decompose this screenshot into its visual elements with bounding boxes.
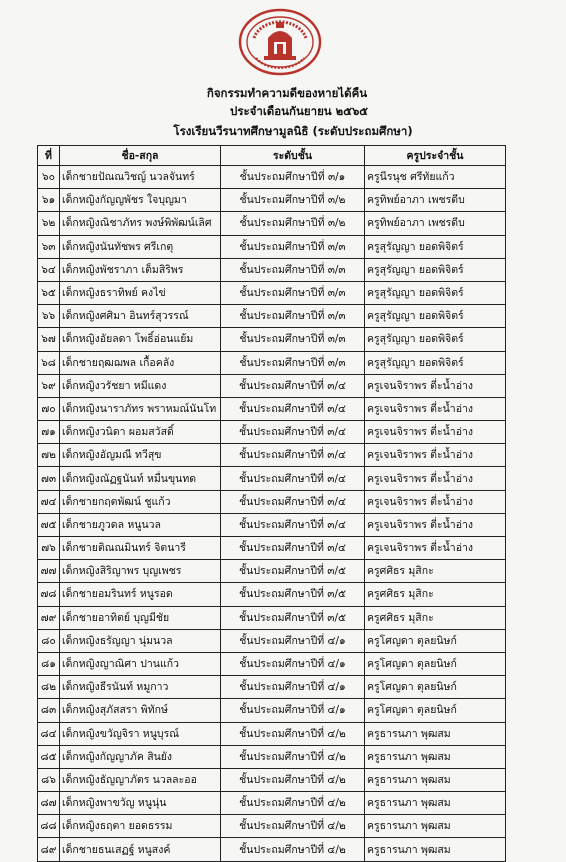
row-number: ๘๗ bbox=[38, 792, 60, 815]
row-number: ๗๕ bbox=[38, 513, 60, 536]
table-row bbox=[38, 281, 506, 304]
homeroom-teacher: ครูเจนจิราพร ตี่ะน้ำอ่าง bbox=[365, 537, 506, 560]
row-number: ๘๕ bbox=[38, 745, 60, 768]
student-name: เด็กหญิงธฤตา ยอดธรรม bbox=[60, 815, 221, 838]
row-number: ๗๙ bbox=[38, 606, 60, 629]
grade-level: ชั้นประถมศึกษาปีที่ ๔/๒ bbox=[221, 838, 365, 861]
homeroom-teacher: ครูสุรัญญา ยอดพิจิตร์ bbox=[365, 235, 506, 258]
column-header-name: ชื่อ-สกุล bbox=[60, 146, 221, 166]
table-row bbox=[38, 838, 506, 861]
table-row bbox=[38, 305, 506, 328]
grade-level: ชั้นประถมศึกษาปีที่ ๓/๓ bbox=[221, 235, 365, 258]
row-number: ๗๗ bbox=[38, 560, 60, 583]
school-name: โรงเรียนวีรนาทศึกษามูลนิธิ (ระดับประถมศึกษา) bbox=[173, 124, 413, 138]
homeroom-teacher: ครูสุรัญญา ยอดพิจิตร์ bbox=[365, 305, 506, 328]
grade-level: ชั้นประถมศึกษาปีที่ ๓/๔ bbox=[221, 444, 365, 467]
table-row bbox=[38, 235, 506, 258]
row-number: ๖๖ bbox=[38, 305, 60, 328]
row-number: ๖๑ bbox=[38, 189, 60, 212]
student-name: เด็กหญิงธรัญญา นุ่มนวล bbox=[60, 629, 221, 652]
document-month: ประจำเดือนกันยายน ๒๕๖๕ bbox=[230, 104, 368, 118]
school-seal-logo bbox=[238, 8, 322, 76]
homeroom-teacher: ครูเจนจิราพร ตี่ะน้ำอ่าง bbox=[365, 490, 506, 513]
student-name: เด็กหญิงกัญญพัชร ใจบุญมา bbox=[60, 189, 221, 212]
student-name: เด็กหญิงพัชราภา เต็มสิริพร bbox=[60, 258, 221, 281]
table-row bbox=[38, 258, 506, 281]
student-name: เด็กหญิงญาณิศา ปานแก้ว bbox=[60, 652, 221, 675]
grade-level: ชั้นประถมศึกษาปีที่ ๔/๒ bbox=[221, 792, 365, 815]
grade-level: ชั้นประถมศึกษาปีที่ ๓/๓ bbox=[221, 258, 365, 281]
student-name: เด็กชายอาทิตย์ บุญมีชัย bbox=[60, 606, 221, 629]
table-row bbox=[38, 444, 506, 467]
homeroom-teacher: ครูสุรัญญา ยอดพิจิตร์ bbox=[365, 351, 506, 374]
grade-level: ชั้นประถมศึกษาปีที่ ๓/๑ bbox=[221, 166, 365, 189]
student-name: เด็กหญิงพาขวัญ หนูนุ่น bbox=[60, 792, 221, 815]
row-number: ๗๑ bbox=[38, 421, 60, 444]
grade-level: ชั้นประถมศึกษาปีที่ ๓/๕ bbox=[221, 583, 365, 606]
students-table bbox=[37, 145, 506, 862]
homeroom-teacher: ครูทิพย์อาภา เพชรดีบ bbox=[365, 212, 506, 235]
column-header-grade: ระดับชั้น bbox=[221, 146, 365, 166]
document-title: กิจกรรมทำความดีของหายได้คืน bbox=[206, 86, 368, 100]
table-row bbox=[38, 351, 506, 374]
student-name: เด็กหญิงอัยลดา โพธิ์อ่อนแย้ม bbox=[60, 328, 221, 351]
student-name: เด็กชายภูวดล หนูนวล bbox=[60, 513, 221, 536]
row-number: ๖๒ bbox=[38, 212, 60, 235]
student-name: เด็กหญิงขวัญจิรา หนูบุรณ์ bbox=[60, 722, 221, 745]
table-row bbox=[38, 745, 506, 768]
row-number: ๖๘ bbox=[38, 351, 60, 374]
grade-level: ชั้นประถมศึกษาปีที่ ๔/๑ bbox=[221, 676, 365, 699]
table-row bbox=[38, 560, 506, 583]
homeroom-teacher: ครูศศิธร มุสิกะ bbox=[365, 560, 506, 583]
homeroom-teacher: ครูโศญดา ตุลยนิษก์ bbox=[365, 652, 506, 675]
student-name: เด็กหญิงณิชาภัทร พงษ์พิพัฒน์เลิศ bbox=[60, 212, 221, 235]
table-row bbox=[38, 374, 506, 397]
grade-level: ชั้นประถมศึกษาปีที่ ๔/๑ bbox=[221, 699, 365, 722]
student-name: เด็กหญิงศศิมา อินทร์สุวรรณ์ bbox=[60, 305, 221, 328]
homeroom-teacher: ครูธารนภา พุฒสม bbox=[365, 838, 506, 861]
homeroom-teacher: ครูโศญดา ตุลยนิษก์ bbox=[365, 676, 506, 699]
table-row bbox=[38, 513, 506, 536]
table-row bbox=[38, 676, 506, 699]
student-name: เด็กหญิงกัญญาภัค สินยัง bbox=[60, 745, 221, 768]
row-number: ๘๙ bbox=[38, 838, 60, 861]
student-name: เด็กชายกฤตพัฒน์ ชูแก้ว bbox=[60, 490, 221, 513]
table-row bbox=[38, 189, 506, 212]
student-name: เด็กชายฤฒฌพล เกื้อคลัง bbox=[60, 351, 221, 374]
table-row bbox=[38, 421, 506, 444]
row-number: ๖๐ bbox=[38, 166, 60, 189]
grade-level: ชั้นประถมศึกษาปีที่ ๓/๕ bbox=[221, 606, 365, 629]
homeroom-teacher: ครูศศิธร มุสิกะ bbox=[365, 606, 506, 629]
homeroom-teacher: ครูโศญดา ตุลยนิษก์ bbox=[365, 699, 506, 722]
homeroom-teacher: ครูทิพย์อาภา เพชรดีบ bbox=[365, 189, 506, 212]
homeroom-teacher: ครูสุรัญญา ยอดพิจิตร์ bbox=[365, 328, 506, 351]
homeroom-teacher: ครูศศิธร มุสิกะ bbox=[365, 583, 506, 606]
homeroom-teacher: ครูสุรัญญา ยอดพิจิตร์ bbox=[365, 281, 506, 304]
student-name: เด็กหญิงธัญญาภัตร นวลละออ bbox=[60, 768, 221, 791]
grade-level: ชั้นประถมศึกษาปีที่ ๓/๓ bbox=[221, 305, 365, 328]
grade-level: ชั้นประถมศึกษาปีที่ ๓/๒ bbox=[221, 212, 365, 235]
grade-level: ชั้นประถมศึกษาปีที่ ๓/๔ bbox=[221, 467, 365, 490]
row-number: ๗๖ bbox=[38, 537, 60, 560]
student-name: เด็กชายอมรินทร์ หนูรอด bbox=[60, 583, 221, 606]
homeroom-teacher: ครูเจนจิราพร ตี่ะน้ำอ่าง bbox=[365, 513, 506, 536]
row-number: ๗๔ bbox=[38, 490, 60, 513]
homeroom-teacher: ครูเจนจิราพร ตี่ะน้ำอ่าง bbox=[365, 374, 506, 397]
row-number: ๖๙ bbox=[38, 374, 60, 397]
table-row bbox=[38, 212, 506, 235]
student-name: เด็กหญิงนาราภัทร พราหมณ์นันโท bbox=[60, 397, 221, 420]
homeroom-teacher: ครูนีรนุช ศรีทัยแก้ว bbox=[365, 166, 506, 189]
grade-level: ชั้นประถมศึกษาปีที่ ๓/๔ bbox=[221, 490, 365, 513]
column-header-teacher: ครูประจำชั้น bbox=[365, 146, 506, 166]
row-number: ๘๓ bbox=[38, 699, 60, 722]
homeroom-teacher: ครูสุรัญญา ยอดพิจิตร์ bbox=[365, 258, 506, 281]
row-number: ๗๐ bbox=[38, 397, 60, 420]
row-number: ๗๓ bbox=[38, 467, 60, 490]
student-name: เด็กหญิงอัญมณี ทวีสุข bbox=[60, 444, 221, 467]
student-name: เด็กหญิงวรัชยา หมีแดง bbox=[60, 374, 221, 397]
row-number: ๖๗ bbox=[38, 328, 60, 351]
table-row bbox=[38, 328, 506, 351]
table-header-row bbox=[38, 146, 506, 166]
grade-level: ชั้นประถมศึกษาปีที่ ๓/๕ bbox=[221, 560, 365, 583]
student-name: เด็กหญิงสิริญาพร บุญเพชร bbox=[60, 560, 221, 583]
row-number: ๖๔ bbox=[38, 258, 60, 281]
grade-level: ชั้นประถมศึกษาปีที่ ๓/๔ bbox=[221, 513, 365, 536]
table-row bbox=[38, 652, 506, 675]
homeroom-teacher: ครูเจนจิราพร ตี่ะน้ำอ่าง bbox=[365, 421, 506, 444]
table-row bbox=[38, 699, 506, 722]
grade-level: ชั้นประถมศึกษาปีที่ ๔/๑ bbox=[221, 629, 365, 652]
table-row bbox=[38, 606, 506, 629]
row-number: ๖๓ bbox=[38, 235, 60, 258]
table-row bbox=[38, 629, 506, 652]
seal-emblem-icon bbox=[238, 8, 322, 76]
table-row bbox=[38, 815, 506, 838]
row-number: ๗๒ bbox=[38, 444, 60, 467]
grade-level: ชั้นประถมศึกษาปีที่ ๓/๔ bbox=[221, 397, 365, 420]
student-name: เด็กหญิงณัฏฐนันท์ หมื่นขุนทด bbox=[60, 467, 221, 490]
grade-level: ชั้นประถมศึกษาปีที่ ๓/๒ bbox=[221, 189, 365, 212]
row-number: ๘๐ bbox=[38, 629, 60, 652]
grade-level: ชั้นประถมศึกษาปีที่ ๓/๓ bbox=[221, 351, 365, 374]
grade-level: ชั้นประถมศึกษาปีที่ ๓/๓ bbox=[221, 281, 365, 304]
row-number: ๘๔ bbox=[38, 722, 60, 745]
homeroom-teacher: ครูธารนภา พุฒสม bbox=[365, 745, 506, 768]
grade-level: ชั้นประถมศึกษาปีที่ ๔/๒ bbox=[221, 768, 365, 791]
student-name: เด็กหญิงวนิดา ผอมสวัสดิ์ bbox=[60, 421, 221, 444]
student-name: เด็กชายปัณณวิชญ์ นวลจันทร์ bbox=[60, 166, 221, 189]
grade-level: ชั้นประถมศึกษาปีที่ ๔/๒ bbox=[221, 722, 365, 745]
grade-level: ชั้นประถมศึกษาปีที่ ๓/๔ bbox=[221, 537, 365, 560]
table-row bbox=[38, 537, 506, 560]
grade-level: ชั้นประถมศึกษาปีที่ ๔/๒ bbox=[221, 745, 365, 768]
homeroom-teacher: ครูธารนภา พุฒสม bbox=[365, 768, 506, 791]
grade-level: ชั้นประถมศึกษาปีที่ ๔/๒ bbox=[221, 815, 365, 838]
homeroom-teacher: ครูเจนจิราพร ตี่ะน้ำอ่าง bbox=[365, 467, 506, 490]
homeroom-teacher: ครูโศญดา ตุลยนิษก์ bbox=[365, 629, 506, 652]
row-number: ๘๑ bbox=[38, 652, 60, 675]
row-number: ๘๖ bbox=[38, 768, 60, 791]
row-number: ๘๒ bbox=[38, 676, 60, 699]
grade-level: ชั้นประถมศึกษาปีที่ ๓/๓ bbox=[221, 328, 365, 351]
column-header-number: ที่ bbox=[38, 146, 60, 166]
table-row bbox=[38, 490, 506, 513]
grade-level: ชั้นประถมศึกษาปีที่ ๓/๔ bbox=[221, 374, 365, 397]
homeroom-teacher: ครูเจนจิราพร ตี่ะน้ำอ่าง bbox=[365, 397, 506, 420]
table-row bbox=[38, 166, 506, 189]
row-number: ๗๘ bbox=[38, 583, 60, 606]
table-row bbox=[38, 397, 506, 420]
homeroom-teacher: ครูธารนภา พุฒสม bbox=[365, 722, 506, 745]
student-name: เด็กหญิงนันทัชพร ศรีเกตุ bbox=[60, 235, 221, 258]
student-name: เด็กชายติณณมินทร์ จิตนารี bbox=[60, 537, 221, 560]
table-row bbox=[38, 467, 506, 490]
row-number: ๘๘ bbox=[38, 815, 60, 838]
table-row bbox=[38, 583, 506, 606]
row-number: ๖๕ bbox=[38, 281, 60, 304]
table-row bbox=[38, 722, 506, 745]
table-body bbox=[38, 166, 506, 862]
student-name: เด็กชายธนเสฏฐ์ หนูสงค์ bbox=[60, 838, 221, 861]
table-row bbox=[38, 768, 506, 791]
grade-level: ชั้นประถมศึกษาปีที่ ๔/๑ bbox=[221, 652, 365, 675]
student-name: เด็กหญิงสุภัสสรา พิทักษ์ bbox=[60, 699, 221, 722]
student-name: เด็กหญิงธราทิพย์ คงไข่ bbox=[60, 281, 221, 304]
student-name: เด็กหญิงธีรนันท์ หมูกาว bbox=[60, 676, 221, 699]
table-row bbox=[38, 792, 506, 815]
grade-level: ชั้นประถมศึกษาปีที่ ๓/๔ bbox=[221, 421, 365, 444]
homeroom-teacher: ครูเจนจิราพร ตี่ะน้ำอ่าง bbox=[365, 444, 506, 467]
homeroom-teacher: ครูธารนภา พุฒสม bbox=[365, 815, 506, 838]
homeroom-teacher: ครูธารนภา พุฒสม bbox=[365, 792, 506, 815]
